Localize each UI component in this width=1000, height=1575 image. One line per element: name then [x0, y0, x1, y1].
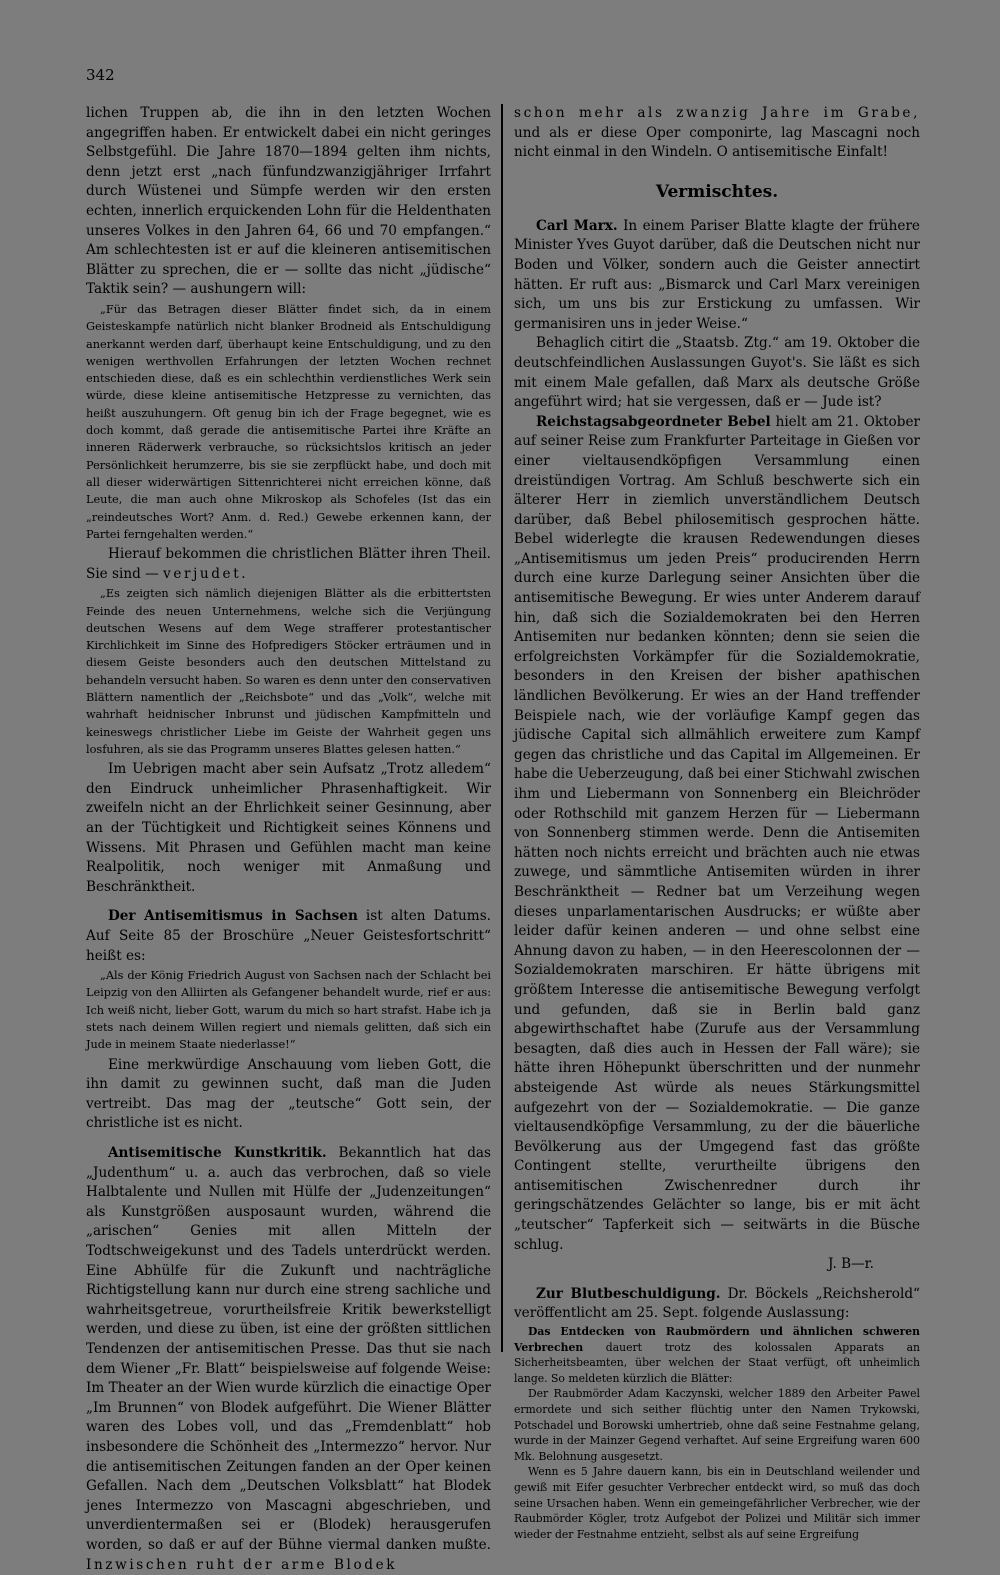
left-column [86, 104, 491, 1573]
section-title: Vermischtes. [655, 181, 779, 202]
rc-paragraph-staatsb: Behaglich citirt die „Staatsb. Ztg.“ am 19. Oktober die deutschfeindlichen Auslassungen Guyot's. Sie läßt es sich mit einem Male gefallen, daß Marx als deutsche Größe angeführt wird; hat sie vergessen, daß er — Jude ist? [514, 335, 920, 411]
lc-quote-1: „Für das Betragen dieser Blätter findet sich, da in einem Geisteskampfe natürlich nicht blanker Brodneid als Entschuldigung anerkannt werden darf, überhaupt keine Entschuldigung, und zu den wenigen werthvollen Erfahrungen der letzten Wochen rechnet entschieden diese, daß es ein schlechthin verdienstliches Werk sein würde, diese kleine antisemitische Hetzpresse zu vernichten, das heißt auszuhungern. Oft genug bin ich der Frage begegnet, wie es doch kommt, daß gerade die antisemitische Partei ihre Kräfte an inneren Räderwerk verbrauche, so rücksichtslos kritisch an jeder Persönlichkeit herumzerre, bis sie sie zerpflückt habe, und doch mit all dieser widerwärtigen Sittenrichterei nicht erreichen könne, daß Leute, die man auch ohne Mikroskop als Schofeles (Ist das ein „reindeutsches Wort? Anm. d. Red.) Gewebe erkennen kann, der Partei ferngehalten werden.“ [86, 302, 491, 541]
lc-paragraph-1: lichen Truppen ab, die ihn in den letzten Wochen angegriffen haben. Er entwickelt dabei ein nicht geringes Selbstgefühl. Die Jahre 1870—1894 gelten ihm nichts, denn jetzt erst „nach fünfundzwanzigjähriger Irrfahrt durch Wüstenei und Sümpfe werden wir den ersten echten, innerlich erquickenden Lohn für die Heldenthaten unseres Volkes in den Jahren 64, 66 und 70 empfangen.“ Am schlechtesten ist er auf die kleineren antisemitischen Blätter zu sprechen, die er — sollte das nicht „jüdische“ Taktik sein? — aushungern will: [86, 105, 491, 298]
page-number: 342 [86, 66, 115, 84]
lc-paragraph-kunstkritik: Antisemitische Kunstkritik. Bekanntlich hat das „Judenthum“ u. a. auch das verbrochen, daß so viele Halbtalente und Nullen mit Hülfe der „Judenzeitungen“ als Kunstgrößen ausposaunt wurden, während die „arischen“ Genies mit allen Mitteln der Todtschweigekunst und des Tadels unterdrückt werden. Eine Abhülfe für die Zukunft und nachträgliche Richtigstellung kann nur durch eine streng sachliche und wahrheitsgetreue, vorurtheilsfreie Kritik bewerkstelligt werden, und diese zu üben, ist eine der größten sittlichen Tendenzen der antisemitischen Presse. Das thut sie nach dem Wiener „Fr. Blatt“ beispielsweise auf folgende Weise: Im Theater an der Wien wurde kürzlich die einactige Oper „Im Brunnen“ von Blodek aufgeführt. Die Wiener Blätter waren des Lobes voll, und das „Fremdenblatt“ hob insbesondere die Schönheit des „Intermezzo“ hervor. Nur die antisemitischen Zeitungen fanden an der Oper keinen Gefallen. Nach dem „Deutschen Volksblatt“ hat Blodek jenes Intermezzo von Mascagni abgeschrieben, und unverdientermaßen sei er (Blodek) herausgerufen worden, so daß er auf der Bühne viermal danken mußte. Inzwischen ruht der arme Blodek [86, 1145, 491, 1573]
heading-antisemitismus-sachsen: Der Antisemitismus in Sachsen [108, 908, 358, 925]
heading-carl-marx: Carl Marx. [536, 217, 618, 234]
rc-paragraph-blut: Zur Blutbeschuldigung. Dr. Böckels „Reichsherold“ veröffentlicht am 25. Sept. folgende Auslassung: [514, 1285, 920, 1322]
right-column [514, 104, 920, 1541]
rc-paragraph-marx: Carl Marx. In einem Pariser Blatte klagte der frühere Minister Yves Guyot darüber, daß die Deutschen nicht nur Boden und Völker, sondern auch die Geister annectirt hätten. Er ruft aus: „Bismarck und Carl Marx vereinigen sich, um uns bis zur Erstickung zu umfassen. Wir germanisiren uns in jeder Weise.“ [514, 217, 920, 332]
lc-paragraph-sachsen: Der Antisemitismus in Sachsen ist alten Datums. Auf Seite 85 der Broschüre „Neuer Geistesfortschritt“ heißt es: [86, 908, 491, 964]
column-rule [501, 104, 503, 1352]
rc-paragraph-1: schon mehr als zwanzig Jahre im Grabe, und als er diese Oper componirte, lag Mascagni noch nicht einmal in den Windeln. O antisemitische Einfalt! [514, 105, 920, 161]
heading-kunstkritik: Antisemitische Kunstkritik. [108, 1145, 327, 1162]
lc-paragraph-5: Eine merkwürdige Anschauung vom lieben Gott, die ihn damit zu gewinnen sucht, daß man die Juden vertreibt. Das mag der „teutsche“ Gott sein, der christliche ist es nicht. [86, 1056, 491, 1132]
lc-paragraph-3: Im Uebrigen macht aber sein Aufsatz „Trotz alledem“ den Eindruck unheimlicher Phrasenhaftigkeit. Wir zweifeln nicht an der Ehrlichkeit seiner Gesinnung, aber an der Tüchtigkeit und Richtigkeit seines Könnens und Wissens. Mit Phrasen und Gefühlen macht man keine Realpolitik, noch weniger mit Anmaßung und Beschränktheit. [86, 761, 491, 895]
rc-paragraph-bebel: Reichstagsabgeordneter Bebel hielt am 21. Oktober auf seiner Reise zum Frankfurter Parteitage in Gießen vor einer vieltausendköpfigen Versammlung einen dreistündigen Vortrag. Am Schluß beschwerte sich ein älterer Herr in ziemlich unverständlichem Deutsch darüber, daß Bebel philosemitisch gesprochen hätte. Bebel widerlegte die krausen Redewendungen dieses „Antisemitismus um jeden Preis“ producirenden Herrn durch eine kurze Darlegung seiner Ansichten über die antisemitische Bewegung. Er wies unter Anderem darauf hin, daß sich die Sozialdemokraten bei den Herren Antisemiten nur bedanken könnten; denn sie seien die erfolgreichsten Vorkämpfer für die Sozialdemokratie, besonders in den Kreisen der bisher apathischen ländlichen Bevölkerung. Er wies an der Hand treffender Beispiele nach, wie der vorläufige Kampf gegen das jüdische Capital sich allmählich erweitere zum Kampf gegen das christliche und das Capital im Allgemeinen. Er habe die Ueberzeugung, daß bei einer Stichwahl zwischen ihm und Liebermann von Sonnenberg ein Bleichröder oder Rothschild mit ganzem Herzen für — Liebermann von Sonnenberg stimmen werde. Denn die Antisemiten hätten noch nichts erreicht und brächten auch nie etwas zuwege, und sämmtliche Antisemiten würden in ihrer Beschränktheit — Redner bat um Verzeihung wegen dieses unparlamentarischen Ausdrucks; er wüßte aber leider dafür keinen anderen — und ohne selbst eine Ahnung davon zu haben, — in den Heerescolonnen der — Sozialdemokraten marschiren. Er hätte übrigens mit größtem Interesse die antisemitische Bewegung verfolgt und gefunden, daß sie in Berlin bald ganz abgewirthschaftet habe (Zurufe aus der Versammlung besagten, daß dies auch in Hessen der Fall wäre); sie hätte ihren Höhepunkt überschritten und der nunmehr absteigende Ast würde als neues Stärkungsmittel aufgezehrt von der — Sozialdemokratie. — Die ganze vieltausendköpfige Versammlung, zu der die bäuerliche Bevölkerung aus der Umgegend fast das größte Contingent stellte, verurtheilte übrigens den antisemitischen Zwischenredner durch ihr geringschätzendes Gelächter so lange, bis er mit ächt „teutscher“ Tapferkeit sich — seitwärts in die Büsche schlug. [514, 413, 920, 1253]
signature: J. B—r. [828, 1256, 874, 1273]
heading-bebel: Reichstagsabgeordneter Bebel [536, 413, 771, 430]
lc-quote-2: „Es zeigten sich nämlich diejenigen Blätter als die erbittertsten Feinde des neuen Unternehmens, welche sich die Verjüngung deutschen Wesens auf dem Wege strafferer protestantischer Kirchlichkeit im Sinne des Hofpredigers Stöcker erträumen und in diesem Geiste besonders auch den deutschen Mittelstand zu behandeln versucht haben. So waren es denn unter den conservativen Blättern namentlich der „Reichsbote“ und das „Volk“, welche mit wahrhaft heidnischer Inbrunst und jüdischen Kampfmitteln und keineswegs christlicher Liebe im Geiste der Wahrheit gegen uns losfuhren, als sie das Programm unseres Blattes gelesen hatten.“ [86, 587, 491, 756]
lc-quote-3: „Als der König Friedrich August von Sachsen nach der Schlacht bei Leipzig von den Alliirten als Gefangener behandelt wurde, rief er aus: Ich weiß nicht, lieber Gott, warum du mich so hart strafst. Habe ich ja stets nach deinem Willen regiert und niemals gelitten, daß sich ein Jude in meinem Staate niederlasse!“ [86, 969, 491, 1052]
lc-paragraph-2: Hierauf bekommen die christlichen Blätter ihren Theil. Sie sind — verjudet. [86, 546, 491, 582]
heading-blutbeschuldigung: Zur Blutbeschuldigung. [536, 1285, 721, 1302]
rc-quote: Das Entdecken von Raubmördern und ähnlichen schweren Verbrechen dauert trotz des kolossalen Apparats an Sicherheitsbeamten, über welchen der Staat verfügt, oft unheimlich lange. So meldeten kürzlich die Blätter: Der Raubmörder Adam Kaczynski, welcher 1889 den Arbeiter Pawel ermordete und sich seither flüchtig unter den Namen Trykowski, Potschadel und Borowski umhertrieb, ohne daß seine Festnahme gelang, wurde in der Mainzer Gegend verhaftet. Auf seine Ergreifung waren 600 Mk. Belohnung ausgesetzt. Wenn es 5 Jahre dauern kann, bis ein in Deutschland weilender und gewiß mit Eifer gesuchter Verbrecher entdeckt wird, so muß das doch seine Ursachen haben. Wenn ein gemeingefährlicher Verbrecher, wie der Raubmörder Kögler, trotz Aufgebot der Polizei und Militär sich immer wieder der Festnahme entzieht, selbst als auf seine Ergreifung [514, 1325, 920, 1541]
